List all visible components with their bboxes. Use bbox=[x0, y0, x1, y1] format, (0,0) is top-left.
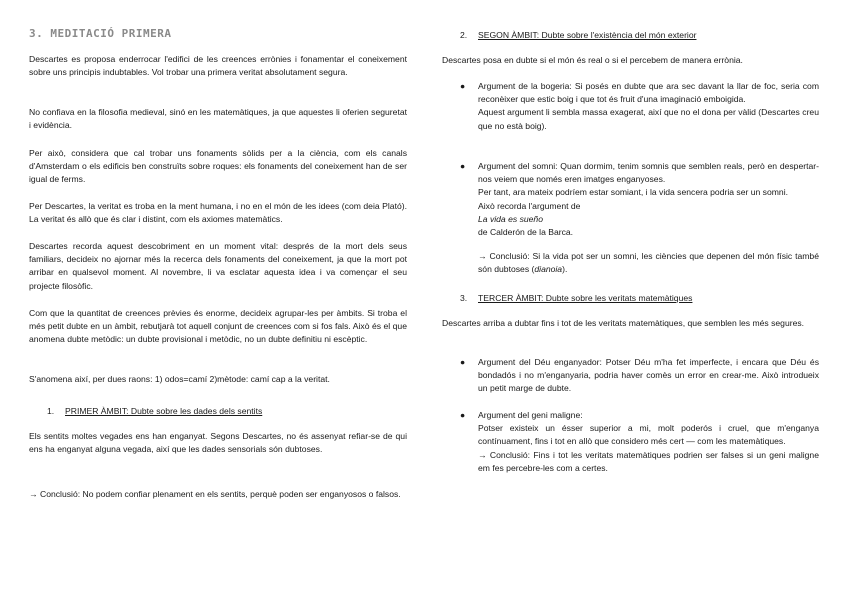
paragraph-name-reasons: S'anomena així, per dues raons: 1) odos=camí 2)mètode: camí cap a la veritat. bbox=[29, 374, 330, 384]
conclusion-senses: → Conclusió: No podem confiar plenament en els sentits, perquè poden ser enganyosos o falsos. bbox=[29, 489, 401, 499]
bullet-icon: ● bbox=[460, 357, 466, 367]
heading-number: 1. bbox=[47, 406, 55, 416]
madness-rejection: Aquest argument li sembla massa exagerat, així que no el dona per vàlid (Descartes creu que no està boig). bbox=[478, 107, 819, 131]
paragraph-methodic-doubt: Com que la quantitat de creences prèvies és enorme, decideix agrupar-les per àmbits. Si troba el més petit dubte en un àmbit, rebutjarà tot aquell conjunt de creences com si fos fals. Això és el que anomena dubte metòdic: un dubte provisional i metòdic, no un dubte definitiu ni escèptic. bbox=[29, 308, 407, 345]
dream-argument: Argument del somni: Quan dormim, tenim somnis que semblen reals, però en despertar-nos veiem que només eren imatges enganyoses. bbox=[478, 161, 819, 185]
paragraph-world-doubt: Descartes posa en dubte si el món és real o si el percebem de manera errònia. bbox=[442, 55, 743, 65]
conclusion-dream bbox=[478, 250, 819, 276]
heading-number: 3. bbox=[460, 293, 468, 303]
paragraph-intro: Descartes es proposa enderrocar l'edifici de les creences errònies i fonamentar el coneixement sobre uns principis indubtables. Vol trobar una primera veritat absolutament segura. bbox=[29, 54, 407, 78]
madness-argument: Argument de la bogeria: Si posés en dubte que ara sec davant la llar de foc, seria com reconèixer que estic boig i que tot és fruit d'una imaginació emboigida. bbox=[478, 81, 819, 105]
heading-text: TERCER ÀMBIT: Dubte sobre les veritats matemàtiques bbox=[478, 293, 693, 303]
paragraph-truth: Per Descartes, la veritat es troba en la ment humana, i no en el món de les idees (com deia Plató). La veritat és allò que és clar i distint, com els axiomes matemàtics. bbox=[29, 201, 407, 225]
page-title: 3. MEDITACIÓ PRIMERA bbox=[29, 27, 172, 40]
evil-genius-argument: Potser existeix un ésser superior a mi, molt poderós i cruel, que m'enganya contínuament, fins i tot en allò que considero més cert — com les matemàtiques. bbox=[478, 423, 819, 447]
evil-genius-title: Argument del geni maligne: bbox=[478, 410, 583, 420]
evil-genius-conclusion: → Conclusió: Fins i tot les veritats matemàtiques podrien ser falses si un geni maligne em fes percebre-les com a certes. bbox=[478, 449, 819, 473]
paragraph-vital-moment: Descartes recorda aquest descobriment en un moment vital: després de la mort dels seus familiars, decideix no ajornar més la recerca dels fonaments del coneixement, ja que la mort pot arribar en qualsevol moment. Al novembre, li va esclatar aquesta idea i va començar el seu projecte filosòfic. bbox=[29, 241, 407, 291]
conclusion-dream-post: ). bbox=[562, 264, 568, 275]
dream-reference-post: de Calderón de la Barca. bbox=[478, 227, 574, 238]
heading-first-field bbox=[47, 405, 407, 417]
paragraph-math-doubt: Descartes arriba a dubtar fins i tot de les veritats matemàtiques, que semblen les més segures. bbox=[442, 318, 805, 328]
heading-third-field bbox=[460, 292, 820, 304]
paragraph-medieval: No confiava en la filosofia medieval, sinó en les matemàtiques, ja que aquestes li oferien seguretat i evidència. bbox=[29, 107, 407, 131]
paragraph-foundations: Per això, considera que cal trobar uns fonaments sòlids per a la ciència, com els canals d'Amsterdam o els edificis ben construïts sobre roques: els fonaments del coneixement han de ser igual de ferms. bbox=[29, 148, 407, 185]
conclusion-dream-term: dianoia bbox=[534, 264, 563, 275]
dream-reference-title: La vida es sueño bbox=[478, 213, 543, 224]
bullet-icon: ● bbox=[460, 410, 466, 420]
heading-text: PRIMER ÀMBIT: Dubte sobre les dades dels sentits bbox=[65, 406, 263, 416]
deceiver-god-argument: Argument del Déu enganyador: Potser Déu m'ha fet imperfecte, i encara que Déu és bondadós i no m'enganyaria, podria haver comès un error en crear-me. Això introdueix un petit marge de dubte. bbox=[478, 357, 819, 394]
dream-consequence: Per tant, ara mateix podríem estar somiant, i la vida sencera podria ser un somni. bbox=[478, 187, 788, 198]
conclusion-dream-pre: → Conclusió: Si la vida pot ser un somni, les ciències que depenen del món físic també són dubtoses ( bbox=[478, 251, 819, 275]
dream-reference-pre: Això recorda l'argument de bbox=[478, 200, 581, 211]
heading-text: SEGON ÀMBIT: Dubte sobre l'existència del món exterior bbox=[478, 30, 697, 40]
heading-number: 2. bbox=[460, 30, 468, 40]
paragraph-senses: Els sentits moltes vegades ens han enganyat. Segons Descartes, no és assenyat refiar-se de qui ens ha enganyat alguna vegada, així que les dades sensorials són dubtoses. bbox=[29, 431, 407, 455]
bullet-icon: ● bbox=[460, 81, 466, 91]
dream-reference bbox=[478, 200, 819, 240]
heading-second-field bbox=[460, 29, 820, 41]
bullet-icon: ● bbox=[460, 161, 466, 171]
